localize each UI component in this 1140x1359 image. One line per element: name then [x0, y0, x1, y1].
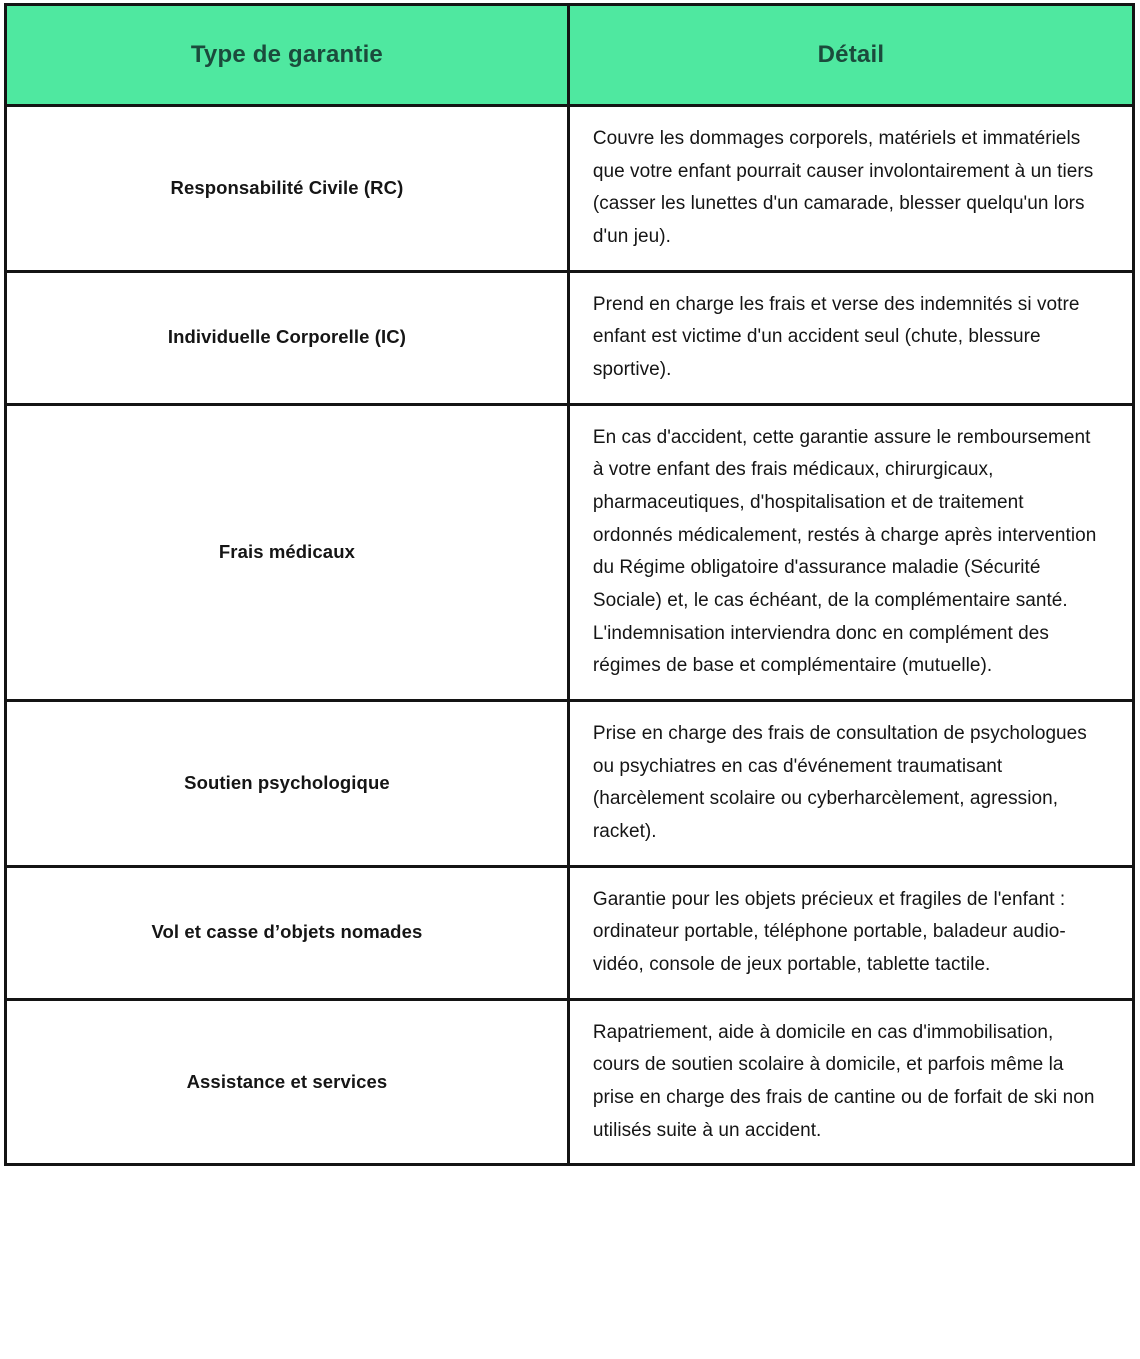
table-row [6, 999, 1134, 1165]
table-header-row [6, 5, 1134, 106]
cell-guarantee-detail [568, 271, 1133, 404]
table-row [6, 106, 1134, 272]
table-row [6, 404, 1134, 700]
cell-guarantee-type: Soutien psychologique [6, 701, 569, 867]
detail-text: Rapatriement, aide à domicile en cas d'immobilisation, cours de soutien scolaire à domicile, et parfois même la prise en charge des frais de cantine ou de forfait de ski non utilisés suite à un accident. [592, 1021, 1095, 1141]
cell-guarantee-detail [568, 701, 1133, 867]
table-header [6, 5, 1134, 106]
cell-guarantee-type: Responsabilité Civile (RC) [6, 106, 569, 272]
cell-guarantee-detail [568, 404, 1133, 700]
detail-text: Garantie pour les objets précieux et fragiles de l'enfant : ordinateur portable, téléphone portable, baladeur audio-vidéo, console de jeux portable, tablette tactile. [592, 888, 1066, 976]
detail-text: En cas d'accident, cette garantie assure le remboursement à votre enfant des frais médicaux, chirurgicaux, pharmaceutiques, d'hospitalisation et de traitement ordonnés médicalement, restés à charge après intervention du Régime obligatoire d'assurance maladie (Sécurité Sociale) et, le cas échéant, de la complémentaire santé. L'indemnisation interviendra donc en complément des régimes de base et complémentaire (mutuelle). [592, 426, 1097, 677]
cell-guarantee-detail [568, 866, 1133, 999]
detail-text: Prise en charge des frais de consultation de psychologues ou psychiatres en cas d'événement traumatisant (harcèlement scolaire ou cyberharcèlement, agression, racket). [592, 723, 1087, 843]
table-row [6, 271, 1134, 404]
column-header-type: Type de garantie [6, 5, 569, 106]
guarantee-table [4, 3, 1135, 1166]
cell-guarantee-type: Vol et casse d’objets nomades [6, 866, 569, 999]
cell-guarantee-type: Assistance et services [6, 999, 569, 1165]
table-row [6, 866, 1134, 999]
cell-guarantee-type: Individuelle Corporelle (IC) [6, 271, 569, 404]
detail-text: Prend en charge les frais et verse des indemnités si votre enfant est victime d'un accident seul (chute, blessure sportive). [592, 293, 1080, 381]
table-body [6, 106, 1134, 1165]
cell-guarantee-detail [568, 106, 1133, 272]
table-row [6, 701, 1134, 867]
detail-text: Couvre les dommages corporels, matériels et immatériels que votre enfant pourrait causer involontairement à un tiers (casser les lunettes d'un camarade, blesser quelqu'un lors d'un jeu). [592, 128, 1094, 248]
column-header-detail: Détail [568, 5, 1133, 106]
cell-guarantee-type: Frais médicaux [6, 404, 569, 700]
cell-guarantee-detail [568, 999, 1133, 1165]
